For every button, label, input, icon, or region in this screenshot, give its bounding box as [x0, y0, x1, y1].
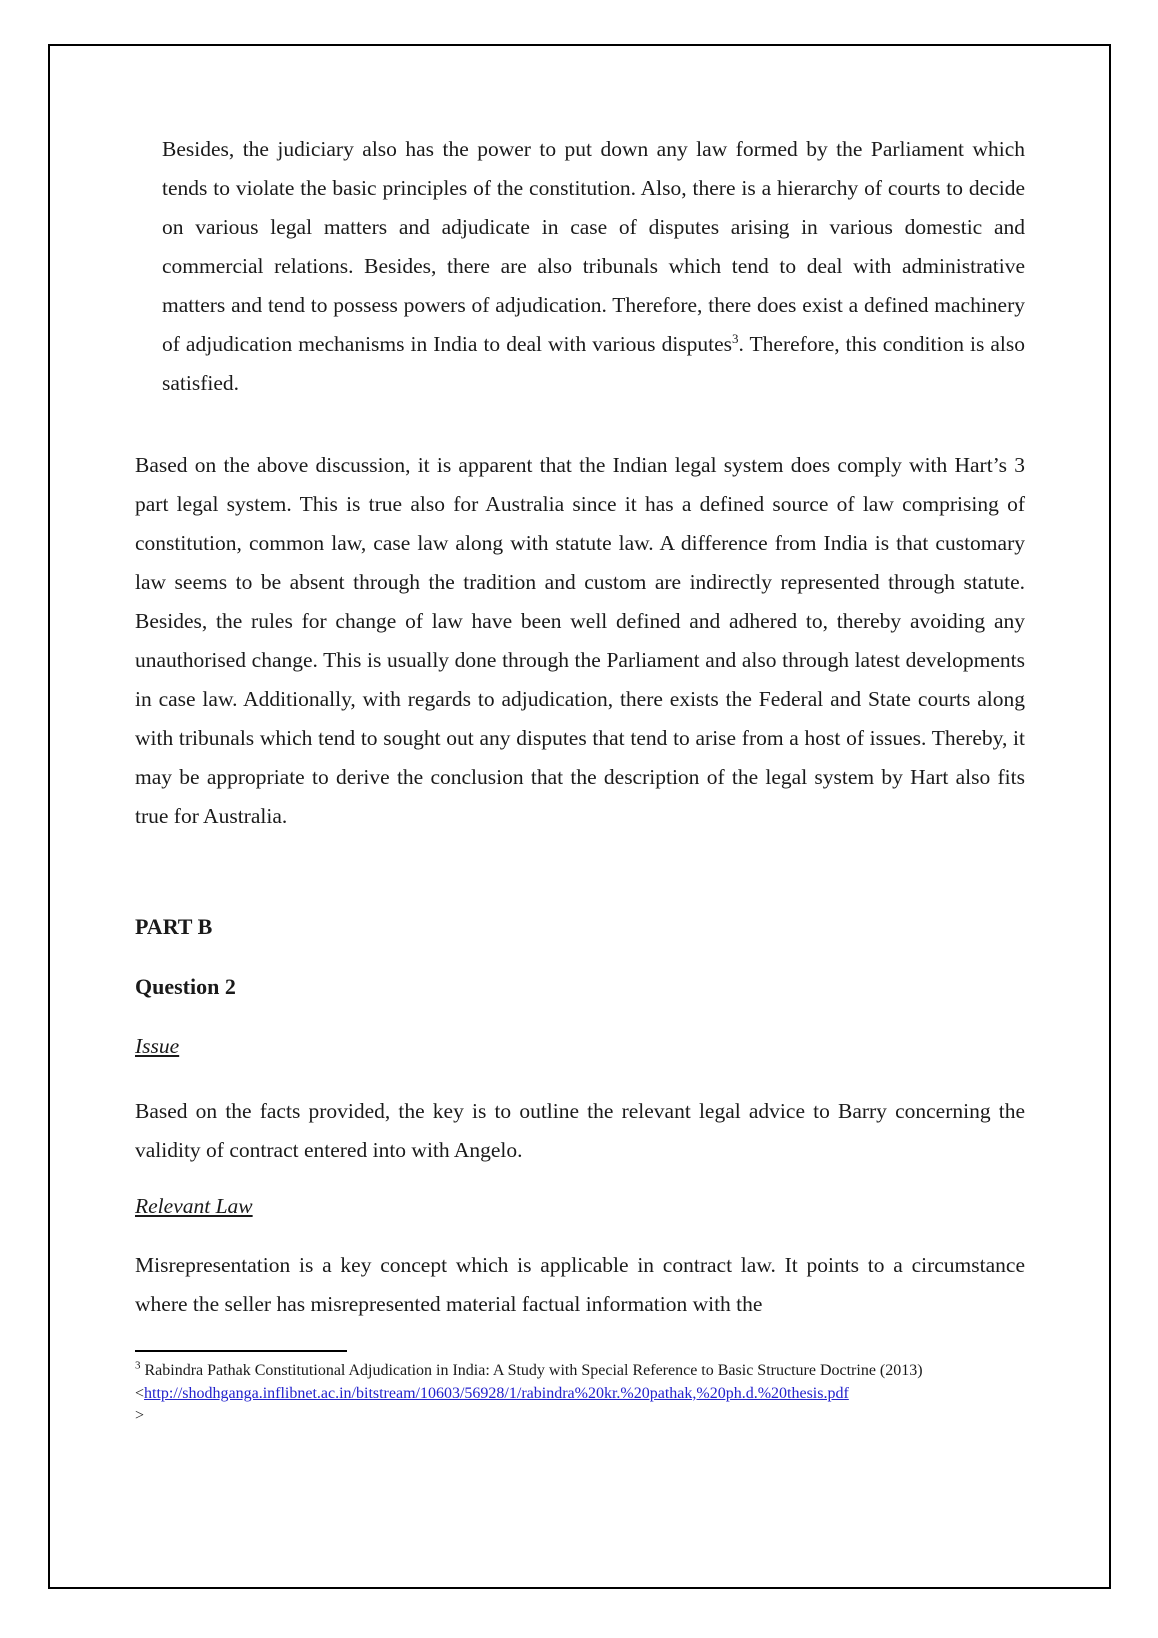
footnote-reference-3: 3 [732, 330, 739, 346]
heading-question-2: Question 2 [135, 974, 236, 999]
heading-relevant-law-label: Relevant Law [135, 1194, 253, 1218]
footnote-url-line [135, 1383, 1025, 1406]
angle-bracket-open: < [135, 1384, 145, 1402]
footnote-section [135, 1350, 1025, 1428]
body-paragraph-judiciary [162, 130, 1025, 403]
page-content [50, 46, 1109, 1428]
paragraph-text: . Therefore, this condition is also satisfied. [162, 332, 1025, 395]
angle-bracket-close: > [135, 1407, 145, 1424]
heading-issue-label: Issue [135, 1034, 180, 1058]
body-paragraph-hart-conclusion: Based on the above discussion, it is apparent that the Indian legal system does comply with Hart’s 3 part legal system. This is true also for Australia since it has a defined source of law comprising of constitution, common law, case law along with statute law. A difference from India is that customary law seems to be absent through the tradition and custom are indirectly represented through statute. Besides, the rules for change of law have been well defined and adhered to, thereby avoiding any unauthorised change. This is usually done through the Parliament and also through latest developments in case law. Additionally, with regards to adjudication, there exists the Federal and State courts along with tribunals which tend to sought out any disputes that tend to arise from a host of issues. Thereby, it may be appropriate to derive the conclusion that the description of the legal system by Hart also fits true for Australia. [135, 453, 1025, 828]
footnote-separator-rule [135, 1350, 347, 1352]
footnote-citation-text: Rabindra Pathak Constitutional Adjudication in India: A Study with Special Reference to Basic Structure Doctrine (2013) [140, 1362, 923, 1379]
footnote-citation-line [135, 1360, 1025, 1383]
paragraph-text: Besides, the judiciary also has the power to put down any law formed by the Parliament which tends to violate the basic principles of the constitution. Also, there is a hierarchy of courts to decide on various legal matters and adjudicate in case of disputes arising in various domestic and commercial relations. Besides, there are also tribunals which tend to deal with administrative matters and tend to possess powers of adjudication. Therefore, there does exist a defined machinery of adjudication mechanisms in India to deal with various disputes [162, 137, 1025, 356]
heading-relevant-law [135, 1187, 1025, 1226]
footnote-hyperlink[interactable]: http://shodhganga.inflibnet.ac.in/bitstream/10603/56928/1/rabindra%20kr.%20pathak,%20ph.d.%20thesis.pdf [144, 1384, 849, 1402]
footnote-close-line [135, 1405, 1025, 1428]
body-paragraph-issue: Based on the facts provided, the key is to outline the relevant legal advice to Barry concerning the validity of contract entered into with Angelo. [135, 1099, 1025, 1162]
document-page [48, 44, 1111, 1589]
heading-part-b: PART B [135, 914, 213, 939]
footnote-marker-3: 3 [135, 1359, 141, 1372]
heading-issue [135, 1027, 1025, 1066]
body-paragraph-misrepresentation: Misrepresentation is a key concept which is applicable in contract law. It points to a circumstance where the seller has misrepresented material factual information with the [135, 1253, 1025, 1316]
